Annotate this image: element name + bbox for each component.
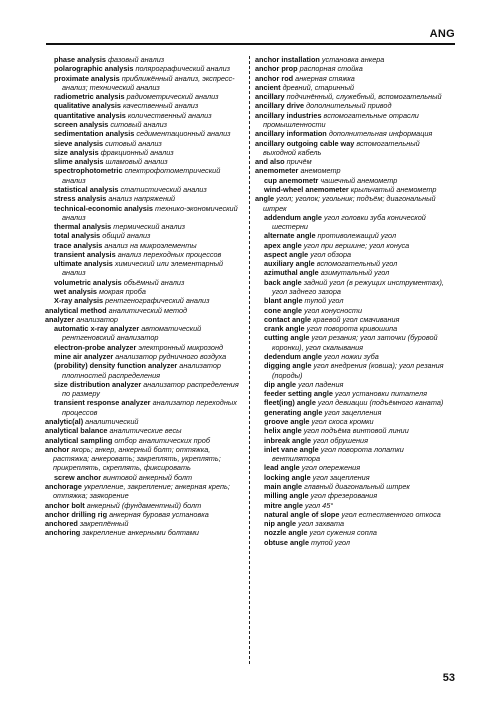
entry-headword: digging angle [264,361,312,371]
dictionary-entry [255,64,452,73]
dictionary-entry [45,157,242,166]
dictionary-entry [255,259,452,268]
dictionary-entry [45,352,242,361]
entry-definition: анализ на микроэлементы [104,240,197,250]
entry-definition: закрепление анкерными болтами [82,528,199,538]
entry-headword: inbreak angle [264,435,312,445]
dictionary-entry [255,250,452,259]
entry-headword: ancillary outgoing cable way [255,138,355,148]
running-head: ANG [429,28,455,40]
dictionary-entry [45,287,242,296]
entry-headword: anchor drilling rig [45,509,108,519]
entry-definition: распорная стойка [299,64,363,74]
dictionary-entry [45,528,242,537]
entry-headword: obtuse angle [264,537,310,547]
entry-definition: вспомогательные отрасли промышленности [263,110,419,129]
entry-headword: X-ray analysis [54,296,104,306]
dictionary-entry [255,278,452,297]
entry-definition: установка анкера [321,55,385,64]
entry-headword: polarographic analysis [54,64,134,74]
entry-definition: угол зацепления [324,407,382,417]
dictionary-entry [255,398,452,407]
dictionary-entry [255,426,452,435]
entry-definition: анализатор переходных процессов [62,398,237,417]
entry-headword: size analysis [54,147,99,157]
dictionary-entry [255,408,452,417]
entry-definition: угол сужения сопла [309,528,377,538]
dictionary-entry [255,538,452,547]
entry-definition: вспомогательный угол [316,259,398,269]
entry-definition: главный диагональный штрек [304,481,410,491]
entry-headword: nip angle [264,519,297,529]
dictionary-entry [45,343,242,352]
entry-headword: inlet vane angle [264,444,319,454]
entry-headword: ultimate analysis [54,259,113,269]
dictionary-entry [255,111,452,130]
dictionary-entry [45,417,242,426]
header-rule [46,43,455,45]
dictionary-entry [45,222,242,231]
dictionary-entry [45,482,242,501]
entry-definition: качественный анализ [122,101,199,111]
entry-definition: анализатор плотностей распределения [62,361,221,380]
entry-headword: fleet(ing) angle [264,398,316,408]
dictionary-entry [255,333,452,352]
entry-headword: azimuthal angle [264,268,319,278]
entry-headword: trace analysis [54,240,103,250]
entry-headword: screw anchor [54,472,102,482]
entry-definition: чашечный анемометр [320,175,398,185]
page-number: 53 [442,672,455,684]
entry-definition: угол ножки зуба [324,352,379,361]
dictionary-entry [45,519,242,528]
entry-definition: крыльчатый анемометр [350,184,437,194]
entry-definition: угол естественного откоса [341,509,441,519]
entry-definition: задний угол (в режущих инструментах), угол заднего зазора [272,277,444,297]
entry-headword: auxiliary angle [264,259,315,269]
entry-definition: фазовый анализ [107,55,165,64]
dictionary-entry [255,55,452,64]
dictionary-entry [45,166,242,185]
entry-headword: lead angle [264,463,300,473]
entry-headword: ancillary drive [255,101,305,111]
dictionary-entry [255,463,452,472]
entry-headword: locking angle [264,472,311,482]
dictionary-entry [45,259,242,278]
entry-headword: statistical analysis [54,184,119,194]
dictionary-entry [255,501,452,510]
entry-definition: краевой угол смачивания [313,314,400,324]
entry-headword: anchor bolt [45,500,85,510]
entry-definition: анализ напряжений [108,194,176,204]
entry-definition: объёмный анализ [123,277,185,287]
dictionary-entry [45,306,242,315]
entry-headword: cone angle [264,305,303,315]
entry-definition: рентгенографический анализ [105,296,210,306]
entry-definition: полярографический анализ [135,64,231,74]
dictionary-entry [45,445,242,473]
dictionary-entry [45,361,242,380]
dictionary-entry [45,315,242,324]
entry-definition: дополнительный привод [306,101,392,111]
entry-headword: crank angle [264,324,305,334]
entry-definition: тупой угол [311,537,350,547]
dictionary-entry [255,361,452,380]
dictionary-entry [255,241,452,250]
entry-headword: radiometric analysis [54,92,125,102]
entry-headword: (probility) density function analyzer [54,361,178,371]
dictionary-entry [45,194,242,203]
entry-headword: qualitative analysis [54,101,121,111]
entry-definition: противолежащий угол [317,231,397,241]
entry-definition: анкерная стяжка [295,73,355,83]
entry-definition: угол при вершине; угол конуса [303,240,410,250]
entry-headword: anchor [45,444,70,454]
entry-headword: groove angle [264,416,310,426]
entry-headword: feeder setting angle [264,389,333,399]
entry-headword: main angle [264,481,303,491]
entry-headword: generating angle [264,407,323,417]
entry-headword: dedendum angle [264,352,322,361]
dictionary-entry [255,83,452,92]
left-column [45,55,242,538]
entry-headword: anchorage [45,481,82,491]
entry-definition: фракционный анализ [100,147,174,157]
dictionary-entry [255,194,452,213]
entry-headword: and also [255,157,285,167]
entry-headword: wet analysis [54,287,97,297]
dictionary-entry [255,231,452,240]
entry-headword: total analysis [54,231,101,241]
entry-headword: size distribution analyzer [54,379,142,389]
entry-headword: ancillary information [255,129,327,139]
entry-definition: анкерная буровая установка [109,509,209,519]
dictionary-entry [255,528,452,537]
entry-headword: proximate analysis [54,73,120,83]
dictionary-entry [255,519,452,528]
entry-definition: радиометрический анализ [126,92,219,102]
entry-headword: anchored [45,519,78,529]
entry-headword: anemometer [255,166,299,176]
dictionary-entry [45,204,242,223]
entry-definition: ситовый анализ [105,138,162,148]
dictionary-entry [255,510,452,519]
entry-definition: угол 45° [304,500,334,510]
entry-definition: седиментационный анализ [136,129,231,139]
right-column [255,55,452,547]
entry-headword: anchor rod [255,73,294,83]
entry-headword: sedimentation analysis [54,129,135,139]
entry-headword: ancient [255,82,281,92]
dictionary-entry [255,185,452,194]
entry-definition: угол; уголок; угольник; подъём; диагональный штрек [263,194,436,213]
dictionary-entry [255,473,452,482]
entry-definition: угол головки зуба конической шестерни [272,212,426,232]
dictionary-entry [45,296,242,305]
dictionary-entry [255,92,452,101]
dictionary-entry [45,139,242,148]
entry-definition: приближённый анализ, экспресс-анализ; технический анализ [62,73,235,92]
dictionary-entry [45,74,242,93]
entry-headword: natural angle of slope [264,509,340,519]
entry-definition: ситовый анализ [110,119,168,129]
entry-definition: аналитические весы [109,426,182,436]
entry-headword: mine air analyzer [54,352,114,361]
dictionary-entry [45,55,242,64]
entry-headword: ancillary [255,92,285,102]
entry-definition: угол обзора [310,249,352,259]
dictionary-entry [45,250,242,259]
dictionary-entry [45,101,242,110]
dictionary-entry [45,185,242,194]
dictionary-entry [255,482,452,491]
dictionary-entry [45,510,242,519]
dictionary-entry [45,241,242,250]
entry-headword: stress analysis [54,194,107,204]
entry-definition: технико-экономический анализ [62,203,238,222]
dictionary-entry [255,417,452,426]
entry-headword: nozzle angle [264,528,308,538]
entry-headword: contact angle [264,314,312,324]
dictionary-entry [255,74,452,83]
entry-definition: автоматический рентгеновский анализатор [62,324,202,343]
entry-definition: древний, старинный [282,82,355,92]
entry-definition: винтовой анкерный болт [103,472,193,482]
dictionary-entry [45,380,242,399]
dictionary-entry [255,157,452,166]
entry-definition: общий анализ [102,231,151,241]
entry-definition: угол поворота лопатки вентилятора [272,444,404,464]
entry-definition: угол падения [298,379,344,389]
entry-headword: slime analysis [54,157,104,167]
dictionary-entry [255,445,452,464]
dictionary-entry [255,436,452,445]
dictionary-entry [255,213,452,232]
entry-headword: alternate angle [264,231,316,241]
entry-headword: transient response analyzer [54,398,151,408]
entry-definition: угол опережения [301,463,361,473]
entry-headword: analytical balance [45,426,108,436]
entry-headword: spectrophotometric [54,166,123,176]
dictionary-entry [255,324,452,333]
entry-definition: дополнительная информация [328,129,433,139]
entry-headword: cup anemometr [264,175,319,185]
dictionary-entry [255,166,452,175]
entry-definition: угол резания; угол заточки (буровой коронки), угол скалывания [272,333,438,352]
entry-definition: вспомогательный выходной кабель [263,138,420,157]
entry-definition: анализ переходных процессов [117,249,222,259]
dictionary-entry [45,231,242,240]
dictionary-entry [45,148,242,157]
dictionary-entry [255,129,452,138]
entry-definition: анкерный (фундаментный) болт [86,500,202,510]
dictionary-entry [45,111,242,120]
dictionary-entry [255,352,452,361]
entry-definition: термический анализ [113,222,186,232]
entry-definition: статистический анализ [120,184,207,194]
entry-definition: якорь; анкер, анкерный болт; оттяжка, растяжка; анкеровать; закреплять, укреплять; прикреплять, скреплять, фиксировать [53,444,221,473]
entry-definition: подчинённый, служебный, вспомогательный [286,92,442,102]
entry-headword: mitre angle [264,500,303,510]
entry-headword: phase analysis [54,55,106,64]
entry-definition: причём [286,157,312,167]
entry-headword: addendum angle [264,212,322,222]
entry-headword: anchor prop [255,64,298,74]
dictionary-entry [45,129,242,138]
dictionary-entry [255,306,452,315]
entry-headword: anchor installation [255,55,320,64]
dictionary-entry [45,324,242,343]
entry-headword: analyzer [45,314,75,324]
entry-definition: анализатор [76,314,118,324]
dictionary-entry [255,380,452,389]
dictionary-entry [255,389,452,398]
entry-definition: угол поворота кривошипа [306,324,398,334]
entry-definition: угол захвата [298,519,345,529]
entry-headword: back angle [264,277,302,287]
entry-definition: количественный анализ [127,110,212,120]
dictionary-entry [45,92,242,101]
entry-headword: analytical sampling [45,435,113,445]
entry-definition: мокрая проба [99,287,146,297]
entry-definition: угол подъёма винтовой линии [303,426,409,436]
dictionary-entry [255,139,452,158]
dictionary-entry [45,278,242,287]
entry-headword: volumetric analysis [54,277,122,287]
entry-headword: technical-economic analysis [54,203,153,213]
entry-headword: anchoring [45,528,81,538]
entry-definition: угол скоса кромки [311,416,374,426]
entry-headword: thermal analysis [54,222,112,232]
entry-headword: automatic x-ray analyzer [54,324,140,334]
dictionary-entry [45,398,242,417]
dictionary-entry [255,176,452,185]
entry-definition: спектрофотометрический анализ [62,166,221,185]
entry-headword: screen analysis [54,119,109,129]
dictionary-entry [255,296,452,305]
entry-headword: helix angle [264,426,302,436]
dictionary-entry [45,64,242,73]
dictionary-entry [45,436,242,445]
entry-headword: analytical method [45,305,107,315]
entry-definition: угол зацепления [312,472,370,482]
entry-headword: angle [255,194,275,204]
entry-definition: шламовый анализ [105,157,168,167]
entry-definition: аналитический [85,416,139,426]
entry-headword: dip angle [264,379,297,389]
dictionary-entry [255,491,452,500]
entry-definition: анализатор распределения по размеру [62,379,239,399]
entry-definition: тупой угол [304,296,344,306]
entry-headword: electron-probe analyzer [54,342,137,352]
dictionary-entry [255,101,452,110]
entry-definition: анемометр [300,166,341,176]
entry-headword: cutting angle [264,333,310,343]
entry-definition: химический или элементарный анализ [62,259,224,278]
entry-headword: milling angle [264,491,309,501]
entry-definition: электронный микрозонд [138,342,224,352]
entry-definition: угол девиации (подъёмного каната) [317,398,444,408]
entry-definition: аналитический метод [108,305,188,315]
entry-definition: угол фрезерования [310,491,378,501]
entry-headword: quantitative analysis [54,110,126,120]
entry-headword: blant angle [264,296,303,306]
dictionary-entry [45,473,242,482]
entry-definition: отбор аналитических проб [114,435,210,445]
entry-headword: aspect angle [264,249,309,259]
entry-definition: анализатор рудничного воздуха [115,352,227,361]
dictionary-entry [45,426,242,435]
dictionary-entry [45,120,242,129]
entry-definition: угол обрушения [313,435,368,445]
dictionary-entry [45,501,242,510]
entry-headword: ancillary industries [255,110,322,120]
column-divider [249,56,250,664]
entry-headword: apex angle [264,240,302,250]
entry-headword: transient analysis [54,249,116,259]
entry-headword: sieve analysis [54,138,104,148]
entry-definition: угол конусности [304,305,363,315]
entry-definition: угол внедрения (ковша); угол резания (породы) [272,361,444,380]
entry-headword: analytic(al) [45,416,84,426]
dictionary-entry [255,315,452,324]
entry-headword: wind-wheel anemometer [264,184,349,194]
entry-definition: закреплённый [79,519,129,529]
entry-definition: укрепление, закрепление; анкерная крепь; оттяжка; заякорение [53,481,230,501]
entry-definition: азимутальный угол [320,268,390,278]
entry-definition: угол установки питателя [334,389,427,399]
dictionary-entry [255,268,452,277]
